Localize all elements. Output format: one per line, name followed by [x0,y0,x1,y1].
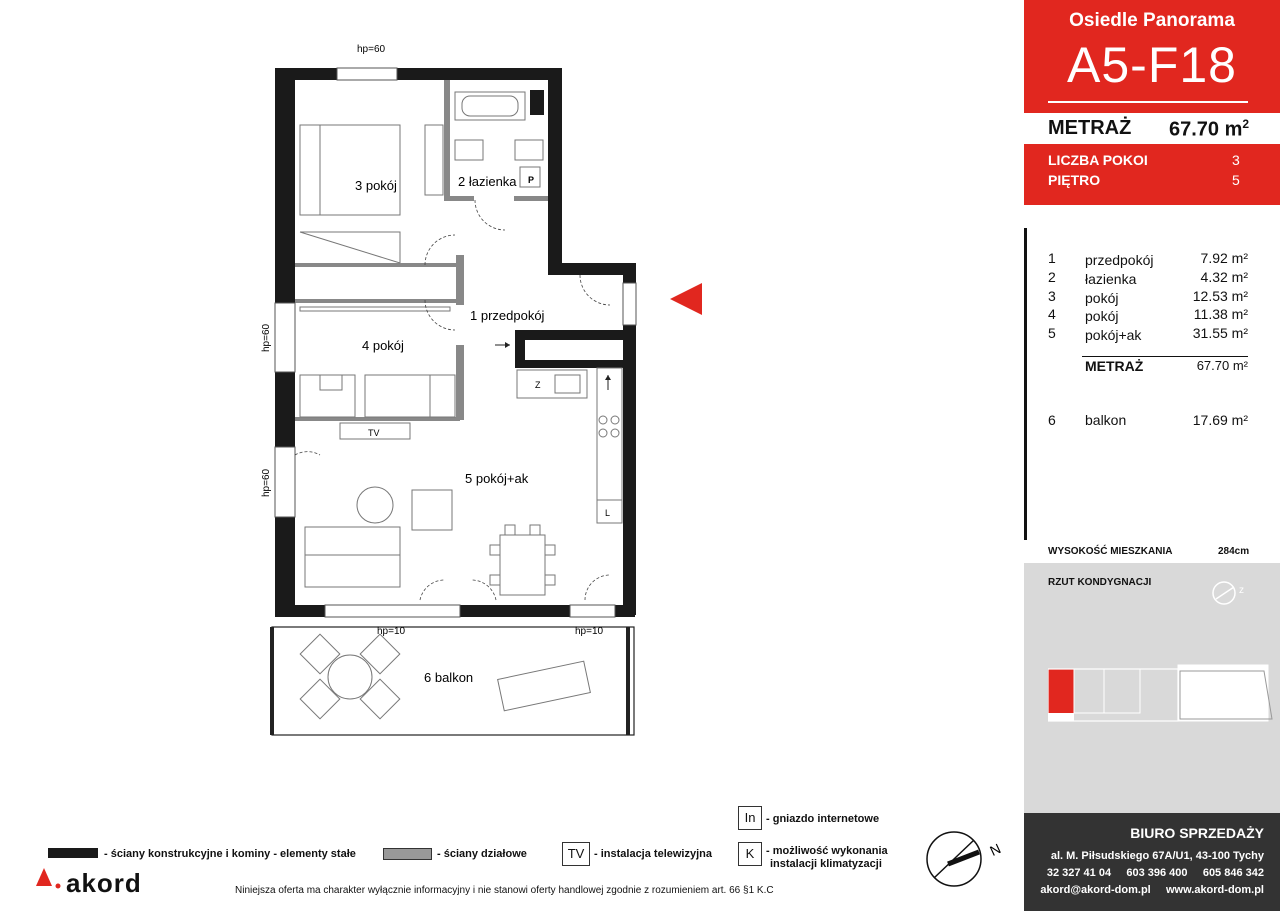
room-number: 1 [1048,250,1056,266]
akord-logo [30,858,170,903]
room-number: 2 [1048,269,1056,285]
room-name: pokój [1085,308,1119,324]
room-name: łazienka [1085,271,1137,287]
total-area: 67.70 m² [1196,358,1248,373]
legend-tv-box: TV [562,842,590,866]
label-hp60-left1: hp=60 [261,323,272,352]
balcony-area: 17.69 m² [1192,412,1248,428]
area-label: METRAŻ [1048,117,1132,139]
floor-overview-panel [1024,563,1280,813]
legend-tv: - instalacja telewizyjna [594,848,712,860]
legend-ac-box: K [738,842,762,866]
legend-structural-swatch [48,848,98,858]
legend-partition: - ściany działowe [437,848,527,860]
label-room-4: 4 pokój [362,338,404,353]
compass-icon [924,826,1008,892]
room-number: 5 [1048,325,1056,341]
floor-overview-map [1048,663,1274,723]
apartment-header [1024,0,1280,205]
label-z: Z [535,380,541,390]
label-p: P [528,175,535,185]
label-hp60-top: hp=60 [357,44,386,55]
label-room-1: 1 przedpokój [470,308,545,323]
label-room-6: 6 balkon [424,670,474,685]
compass-letter: N [987,840,1004,860]
rooms-count-label: LICZBA POKOI [1048,152,1148,168]
label-hp60-left2: hp=60 [261,468,272,497]
label-hp10-a: hp=10 [377,626,406,637]
total-divider [1082,356,1248,357]
partition-walls [295,80,548,421]
label-room-3: 3 pokój [355,178,397,193]
legend-ac-line1: - możliwość wykonania [766,845,888,857]
legend-partition-swatch [383,848,432,860]
sales-office-address: al. M. Piłsudskiego 67A/U1, 43-100 Tychy [1050,850,1264,862]
room-name: pokój [1085,290,1119,306]
floor-label: PIĘTRO [1048,172,1101,188]
doors [295,200,610,600]
legend-internet: - gniazdo internetowe [766,813,880,825]
balcony-number: 6 [1048,412,1056,428]
sales-office-contact[interactable]: akord@akord-dom.pl www.akord-dom.pl [1040,884,1264,896]
rooms-count-value: 3 [1232,152,1240,168]
total-label: METRAŻ [1085,358,1144,374]
room-area: 4.32 m² [1200,269,1248,285]
floor-overview-title: RZUT KONDYGNACJI [1048,577,1152,588]
label-l: L [605,508,611,518]
logo-text: akord [66,868,142,898]
height-label: WYSOKOŚĆ MIESZKANIA [1048,546,1173,557]
sales-office-title: BIURO SPRZEDAŻY [1130,825,1264,841]
floor-plan [250,35,650,745]
floor-value: 5 [1232,172,1240,188]
svg-text:z: z [1239,585,1244,596]
label-room-2: 2 łazienka [458,174,517,189]
legend-structural: - ściany konstrukcyjne i kominy - elementy stałe [104,848,356,860]
mini-compass-icon [1212,577,1252,607]
room-name: pokój+ak [1085,327,1142,343]
estate-name: Osiedle Panorama [1069,10,1235,31]
room-area: 12.53 m² [1192,288,1248,304]
code-underline [1048,101,1248,103]
room-area: 31.55 m² [1192,325,1248,341]
room-name: przedpokój [1085,252,1154,268]
legend-internet-box: In [738,806,762,830]
apartment-code: A5-F18 [1067,37,1237,93]
room-area: 7.92 m² [1200,250,1248,266]
legend-ac-line2: instalacji klimatyzacji [770,858,882,870]
entrance-arrow-icon [670,281,704,317]
label-room-5: 5 pokój+ak [465,471,529,486]
balcony-name: balkon [1085,412,1127,428]
disclaimer: Niniejsza oferta ma charakter wyłącznie informacyjny i nie stanowi oferty handlowej zgodnie z rozumieniem art. 66 §1 K.C [235,885,774,896]
sales-office-phones: 32 327 41 04 603 396 400 605 846 342 [1046,867,1264,879]
height-value: 284cm [1218,546,1250,557]
area-bar [1024,113,1280,144]
room-area: 11.38 m² [1193,306,1248,322]
sales-office-panel [1024,813,1280,911]
area-value: 67.70 $m^2$ [1169,117,1250,141]
label-hp10-b: hp=10 [575,626,604,637]
rooms-divider [1024,228,1027,540]
label-tv: TV [368,428,380,438]
room-number: 4 [1048,306,1056,322]
room-number: 3 [1048,288,1056,304]
